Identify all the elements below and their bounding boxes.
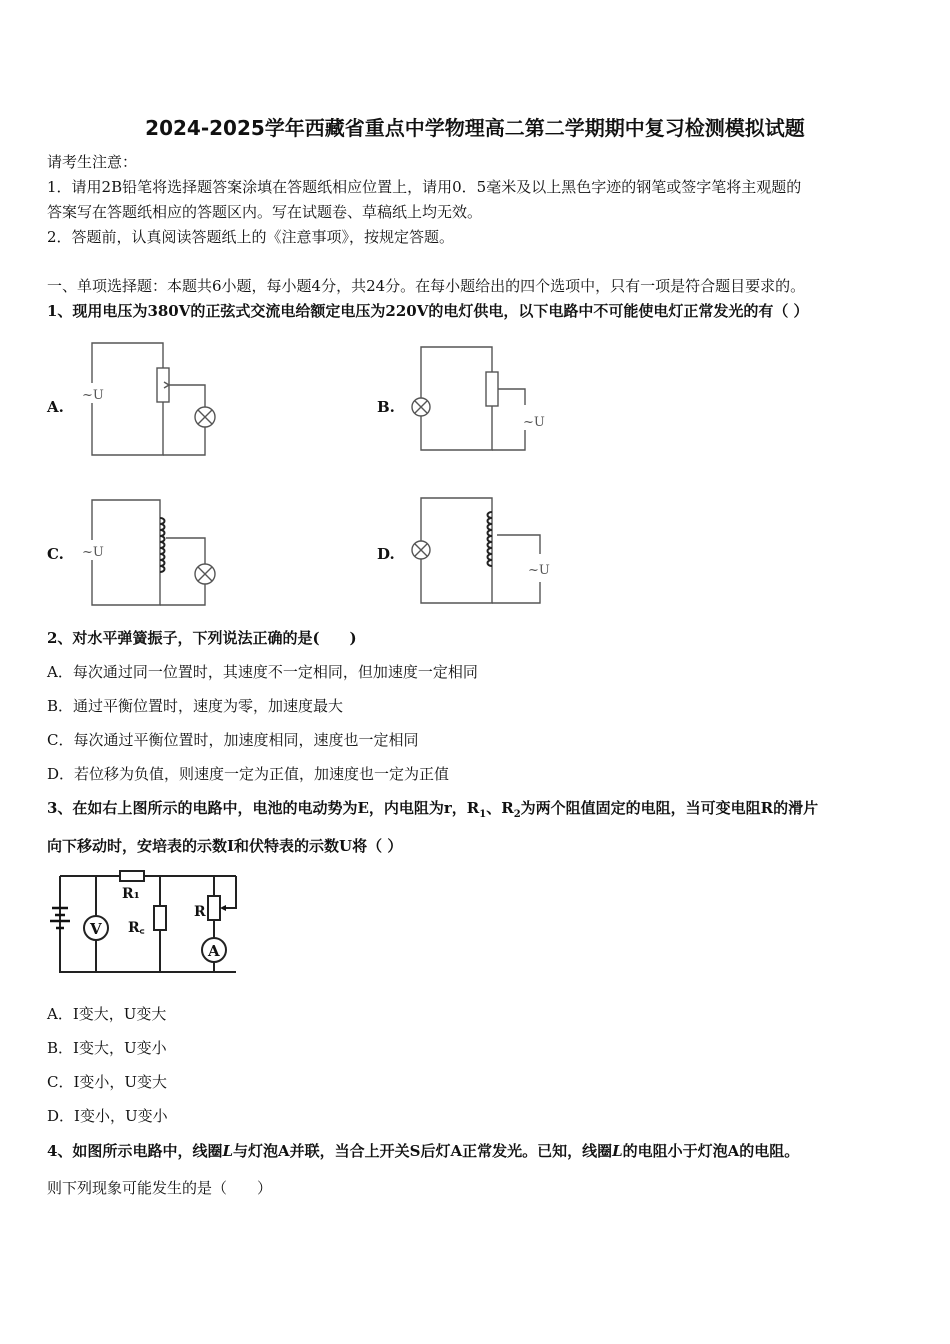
q3-option-c: C．I变小，U变大 bbox=[47, 1073, 168, 1091]
q2-option-b: B．通过平衡位置时，速度为零，加速度最大 bbox=[47, 697, 344, 715]
q4-stem-line2: 则下列现象可能发生的是（ ） bbox=[47, 1179, 273, 1197]
circuit-d-diagram bbox=[405, 490, 565, 615]
q3-stem-line1: 3、在如右上图所示的电路中，电池的电动势为E，内电阻为r，$R_1$、$R_2$为两个阻值固定的电阻，当可变电阻R的滑片 bbox=[47, 799, 819, 820]
circuit-c-diagram bbox=[78, 490, 228, 615]
q3-option-d: D．I变小，U变小 bbox=[47, 1107, 168, 1125]
q3-stem-line2: 向下移动时，安培表的示数I和伏特表的示数U将（ ） bbox=[47, 837, 403, 855]
circuit-c-source-label: ~U bbox=[82, 545, 104, 560]
svg-text:V: V bbox=[90, 920, 102, 938]
q2-option-c: C．每次通过平衡位置时，加速度相同，速度也一定相同 bbox=[47, 731, 419, 749]
svg-text:R: R bbox=[194, 904, 206, 920]
notice-line-1a: 1．请用2B铅笔将选择题答案涂填在答题纸相应位置上，请用0．5毫米及以上黑色字迹的钢笔或签字笔将主观题的 bbox=[47, 178, 802, 196]
q3-option-a: A．I变大，U变大 bbox=[47, 1005, 167, 1023]
circuit-b-diagram bbox=[405, 335, 565, 460]
circuit-d-source-label: ~U bbox=[528, 563, 550, 578]
page-title: 2024-2025学年西藏省重点中学物理高二第二学期期中复习检测模拟试题 bbox=[145, 116, 805, 140]
notice-heading: 请考生注意： bbox=[47, 153, 138, 171]
q1-stem: 1、现用电压为380V的正弦式交流电给额定电压为220V的电灯供电，以下电路中不可能使电灯正常发光的有（ ） bbox=[47, 302, 809, 320]
circuit-a-source-label: ~U bbox=[82, 388, 104, 403]
svg-text:R꜀: R꜀ bbox=[128, 920, 145, 936]
q1-label-b: B. bbox=[377, 398, 395, 416]
notice-line-1b: 答案写在答题纸相应的答题区内。写在试题卷、草稿纸上均无效。 bbox=[47, 203, 483, 221]
svg-text:A: A bbox=[208, 942, 220, 960]
svg-text:R₁: R₁ bbox=[122, 886, 140, 902]
circuit-a-diagram bbox=[78, 335, 228, 460]
q2-option-a: A．每次通过同一位置时，其速度不一定相同，但加速度一定相同 bbox=[47, 663, 478, 681]
q3-option-b: B．I变大，U变小 bbox=[47, 1039, 167, 1057]
q1-label-a: A. bbox=[47, 398, 64, 416]
q2-option-d: D．若位移为负值，则速度一定为正值，加速度也一定为正值 bbox=[47, 765, 450, 783]
q2-stem: 2、对水平弹簧振子，下列说法正确的是( ) bbox=[47, 629, 357, 647]
q3-circuit-diagram bbox=[44, 868, 254, 983]
q1-label-c: C. bbox=[47, 545, 64, 563]
notice-line-2: 2．答题前，认真阅读答题纸上的《注意事项》，按规定答题。 bbox=[47, 228, 455, 246]
q1-label-d: D. bbox=[377, 545, 395, 563]
q4-stem-line1: 4、如图所示电路中，线圈L与灯泡A并联，当合上开关S后灯A正常发光。已知，线圈L的电阻小于灯泡A的电阻。 bbox=[47, 1142, 800, 1160]
circuit-b-source-label: ~U bbox=[523, 415, 545, 430]
section-heading: 一、单项选择题：本题共6小题，每小题4分，共24分。在每小题给出的四个选项中，只有一项是符合题目要求的。 bbox=[47, 277, 806, 295]
